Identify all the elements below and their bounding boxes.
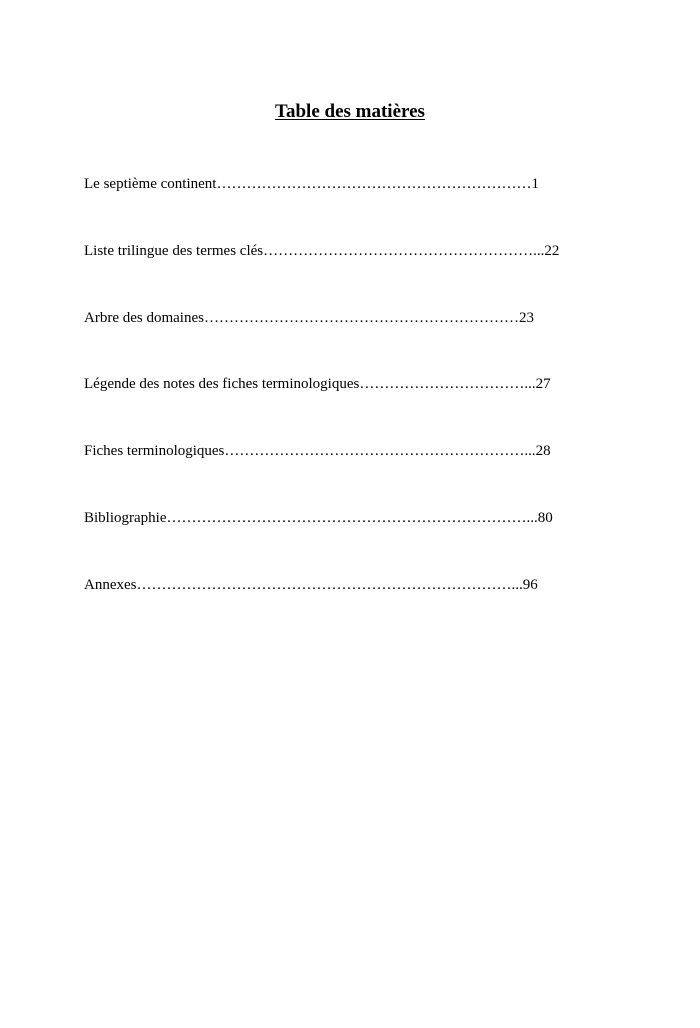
toc-entry-label: Bibliographie bbox=[84, 510, 167, 526]
toc-entry bbox=[84, 174, 604, 194]
toc-page-number: 1 bbox=[531, 176, 539, 192]
toc-page-number: 23 bbox=[518, 310, 534, 326]
toc-entry-label: Fiches terminologiques bbox=[84, 443, 225, 459]
toc-leader-dots: …………………………………………………………………... bbox=[136, 577, 523, 593]
toc-entry bbox=[84, 441, 604, 461]
toc-leader-dots: ……………………………………………………… bbox=[216, 176, 532, 192]
toc-leader-dots: ……………………………... bbox=[359, 376, 536, 392]
toc-leader-dots: ……………………………………………………... bbox=[224, 443, 536, 459]
toc-entry-label: Liste trilingue des termes clés bbox=[84, 243, 264, 259]
toc-page-number: 96 bbox=[522, 577, 538, 593]
toc-leader-dots: ………………………………………………………………... bbox=[166, 510, 538, 526]
toc-entry-label: Le septième continent bbox=[84, 176, 217, 192]
toc-entry bbox=[84, 374, 604, 394]
toc-page-number: 28 bbox=[535, 443, 551, 459]
toc-leader-dots: ……………………………………………………… bbox=[203, 310, 519, 326]
page-title: Table des matières bbox=[275, 101, 425, 122]
toc-entry bbox=[84, 241, 604, 261]
toc-entry bbox=[84, 575, 604, 595]
toc-entry-label: Annexes bbox=[84, 577, 137, 593]
toc-page-number: 80 bbox=[537, 510, 553, 526]
toc-entry-label: Légende des notes des fiches terminologiques bbox=[84, 376, 360, 392]
toc-leader-dots: ………………………………………………... bbox=[263, 243, 545, 259]
toc-page-number: 22 bbox=[544, 243, 560, 259]
toc-entry bbox=[84, 308, 604, 328]
toc-entry-label: Arbre des domaines bbox=[84, 310, 204, 326]
toc-page-number: 27 bbox=[535, 376, 551, 392]
toc-entry bbox=[84, 508, 604, 528]
